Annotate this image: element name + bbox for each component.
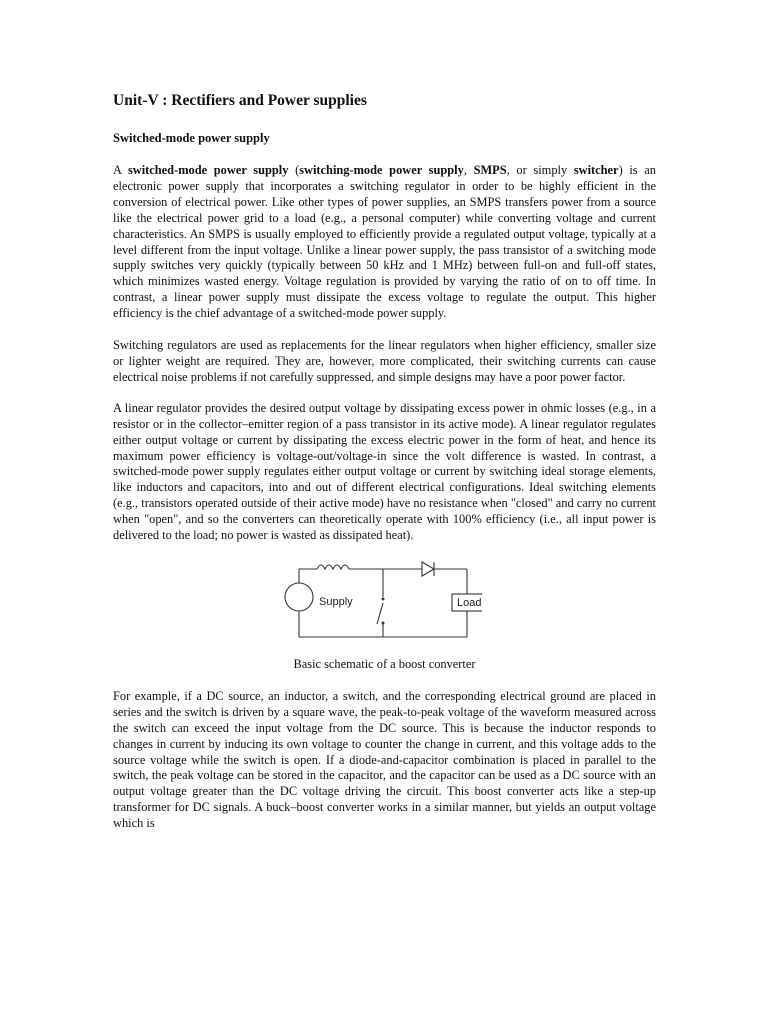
term-switching: switching-mode power supply (299, 163, 464, 177)
load-label: Load (457, 596, 482, 609)
intro-open-paren: ( (288, 163, 300, 177)
figure-caption: Basic schematic of a boost converter (293, 656, 476, 671)
document-page (113, 90, 656, 832)
document-title: Unit-V : Rectifiers and Power supplies (113, 92, 367, 109)
boost-converter-schematic (113, 559, 656, 651)
section-heading: Switched-mode power supply (113, 131, 270, 145)
paragraph-switching-regulators: Switching regulators are used as replacements for the linear regulators when higher efficiency, smaller size or lighter weight are required. They are, however, more complicated, their switching currents can cause electrical noise problems if not carefully suppressed, and simple designs may have a poor power factor. (113, 338, 656, 384)
paragraph-boost-example: For example, if a DC source, an inductor, a switch, and the corresponding electrical ground are placed in series and the switch is driven by a square wave, the peak-to-peak voltage of the waveform measured across the switch can exceed the input voltage from the DC source. This is because the inductor responds to changes in current by inducing its own voltage to counter the change in current, and this voltage adds to the source voltage while the switch is open. If a diode-and-capacitor combination is placed in parallel to the switch, the peak voltage can be stored in the capacitor, and the capacitor can be used as a DC source with an output voltage greater than the DC voltage driving the circuit. This boost converter acts like a step-up transformer for DC signals. A buck–boost converter works in a similar manner, but yields an output voltage which is (113, 688, 656, 831)
intro-paragraph (113, 163, 656, 322)
term-smps-abbr: SMPS (473, 163, 507, 177)
term-switcher: switcher (573, 163, 619, 177)
term-smps: switched-mode power supply (127, 163, 289, 177)
switch-contact-top (382, 597, 385, 600)
schematic-diagram (282, 559, 482, 651)
switch-blade (377, 603, 383, 624)
intro-rest: ) is an electronic power supply that incorporates a switching regulator in order to be highly efficient in the conversion of electrical power. Like other types of power supplies, an SMPS transfers power from a source like the electrical power grid to a load (e.g., a personal computer) while converting voltage and current characteristics. An SMPS is usually employed to efficiently provide a regulated output voltage, typically at a level different from the input voltage. Unlike a linear power supply, the pass transistor of a switching mode supply switches very quickly (typically between 50 kHz and 1 MHz) between full-on and full-off states, which minimizes wasted energy. Voltage regulation is provided by varying the ratio of on to off time. In contrast, a linear power supply must dissipate the excess voltage to regulate the output. This higher efficiency is the chief advantage of a switched-mode power supply. (113, 163, 656, 321)
supply-label: Supply (319, 595, 353, 608)
intro-a: A (113, 163, 128, 177)
intro-or-simply: , or simply (506, 163, 574, 177)
supply-source-circle (285, 583, 313, 611)
paragraph-linear-regulator: A linear regulator provides the desired output voltage by dissipating excess power in ohmic losses (e.g., in a resistor or in the collector–emitter region of a pass transistor in its active mode). A linear regulator regulates either output voltage or current by dissipating the excess electric power in the form of heat, and hence its maximum power efficiency is voltage-out/voltage-in since the volt difference is wasted. In contrast, a switched-mode power supply regulates either output voltage or current by switching ideal storage elements, like inductors and capacitors, into and out of different electrical configurations. Ideal switching elements (e.g., transistors operated outside of their active mode) have no resistance when "closed" and carry no current when "open", and so the converters can theoretically operate with 100% efficiency (i.e., all input power is delivered to the load; no power is wasted as dissipated heat). (113, 400, 656, 543)
inductor-coil (317, 565, 349, 569)
intro-comma: , (463, 163, 474, 177)
switch-contact-bottom (382, 621, 385, 624)
diode-triangle (422, 562, 434, 576)
